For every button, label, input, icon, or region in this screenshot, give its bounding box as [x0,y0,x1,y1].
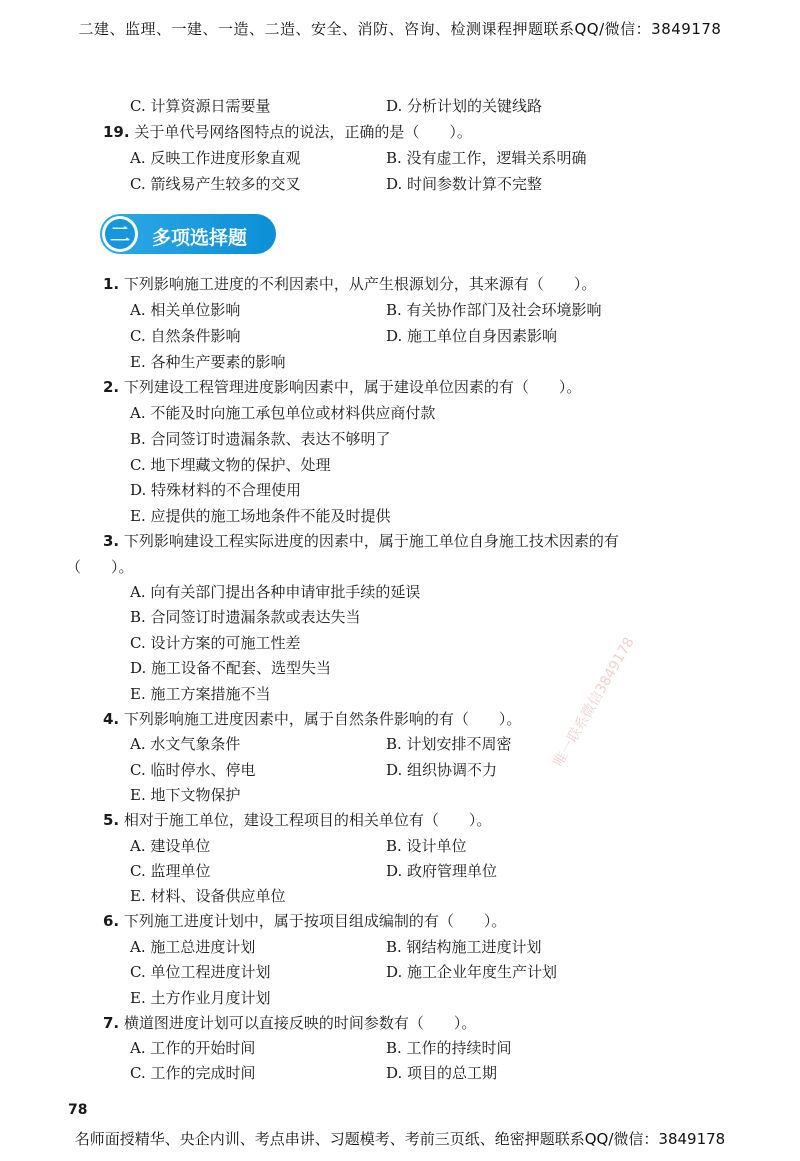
m1-option-e: E. 各种生产要素的影响 [130,353,286,371]
m4-option-e: E. 地下文物保护 [130,786,241,804]
m3-number: 3. [103,532,120,550]
m6-option-d: D. 施工企业年度生产计划 [386,963,558,981]
m7-option-a: A. 工作的开始时间 [130,1039,256,1057]
m5-option-b: B. 设计单位 [386,837,467,855]
m7-option-b: B. 工作的持续时间 [386,1039,512,1057]
q19-option-c: C. 箭线易产生较多的交叉 [130,175,301,193]
section-banner [100,214,276,254]
m6-option-e: E. 土方作业月度计划 [130,989,271,1007]
m7-option-d: D. 项目的总工期 [386,1064,498,1082]
m1-number: 1. [103,275,120,293]
m2-text: 下列建设工程管理进度影响因素中，属于建设单位因素的有（ ）。 [123,378,582,396]
q18-option-d: D. 分析计划的关键线路 [386,97,543,115]
m2-option-c: C. 地下埋藏文物的保护、处理 [130,456,331,474]
q19-option-a: A. 反映工作进度形象直观 [130,149,301,167]
m6-option-a: A. 施工总进度计划 [130,938,256,956]
m5-text: 相对于施工单位，建设工程项目的相关单位有（ ）。 [123,811,492,829]
m5-option-a: A. 建设单位 [130,837,211,855]
m5-option-e: E. 材料、设备供应单位 [130,887,286,905]
m1-option-a: A. 相关单位影响 [130,301,241,319]
m2-option-b: B. 合同签订时遗漏条款、表达不够明了 [130,430,391,448]
m5-option-d: D. 政府管理单位 [386,862,498,880]
m4-text: 下列影响施工进度因素中，属于自然条件影响的有（ ）。 [123,710,522,728]
watermark: 唯一联系微信3849178 [550,634,638,770]
m7-option-c: C. 工作的完成时间 [130,1064,256,1082]
m3-option-a: A. 向有关部门提出各种申请审批手续的延误 [130,583,421,601]
m6-option-c: C. 单位工程进度计划 [130,963,271,981]
m1-option-c: C. 自然条件影响 [130,327,241,345]
q18-option-c: C. 计算资源日需要量 [130,97,271,115]
m1-option-d: D. 施工单位自身因素影响 [386,327,558,345]
m6-stem [103,912,506,930]
section-number: 二 [105,219,135,249]
m7-stem [103,1014,476,1032]
m2-option-a: A. 不能及时向施工承包单位或材料供应商付款 [130,404,436,422]
m6-text: 下列施工进度计划中，属于按项目组成编制的有（ ）。 [123,912,507,930]
m4-stem [103,710,521,728]
m4-option-c: C. 临时停水、停电 [130,761,256,779]
page-footer: 名师面授精华、央企内训、考点串讲、习题模考、考前三页纸、绝密押题联系QQ/微信：3849178 [74,1130,726,1148]
m7-text: 横道图进度计划可以直接反映的时间参数有（ ）。 [123,1014,477,1032]
section-badge [102,216,138,252]
m3-stem-continued: （ ）。 [66,558,134,576]
m3-option-b: B. 合同签订时遗漏条款或表达失当 [130,608,361,626]
m7-number: 7. [103,1014,120,1032]
q19-option-d: D. 时间参数计算不完整 [386,175,543,193]
m5-stem [103,811,491,829]
m1-text: 下列影响施工进度的不利因素中，从产生根源划分，其来源有（ ）。 [123,275,597,293]
m4-option-a: A. 水文气象条件 [130,735,241,753]
m2-stem [103,378,581,396]
m6-number: 6. [103,912,120,930]
m2-option-e: E. 应提供的施工场地条件不能及时提供 [130,507,391,525]
page-header: 二建、监理、一建、一造、二造、安全、消防、咨询、检测课程押题联系QQ/微信：3849178 [78,20,722,38]
m4-number: 4. [103,710,120,728]
m4-option-d: D. 组织协调不力 [386,761,498,779]
m5-number: 5. [103,811,120,829]
m3-stem [103,532,619,550]
m5-option-c: C. 监理单位 [130,862,211,880]
m2-option-d: D. 特殊材料的不合理使用 [130,481,302,499]
section-title: 多项选择题 [152,227,248,249]
q19-option-b: B. 没有虚工作，逻辑关系明确 [386,149,587,167]
q19-text: 关于单代号网络图特点的说法，正确的是（ ）。 [134,123,472,141]
m4-option-b: B. 计划安排不周密 [386,735,512,753]
q19-number: 19. [103,123,130,141]
m1-stem [103,275,596,293]
page-number: 78 [68,1102,88,1118]
m2-number: 2. [103,378,120,396]
m6-option-b: B. 钢结构施工进度计划 [386,938,542,956]
m1-option-b: B. 有关协作部门及社会环境影响 [386,301,602,319]
m3-option-c: C. 设计方案的可施工性差 [130,634,301,652]
m3-option-d: D. 施工设备不配套、选型失当 [130,659,332,677]
m3-option-e: E. 施工方案措施不当 [130,685,271,703]
q19-stem [103,123,472,141]
m3-text: 下列影响建设工程实际进度的因素中，属于施工单位自身施工技术因素的有 [123,532,619,550]
